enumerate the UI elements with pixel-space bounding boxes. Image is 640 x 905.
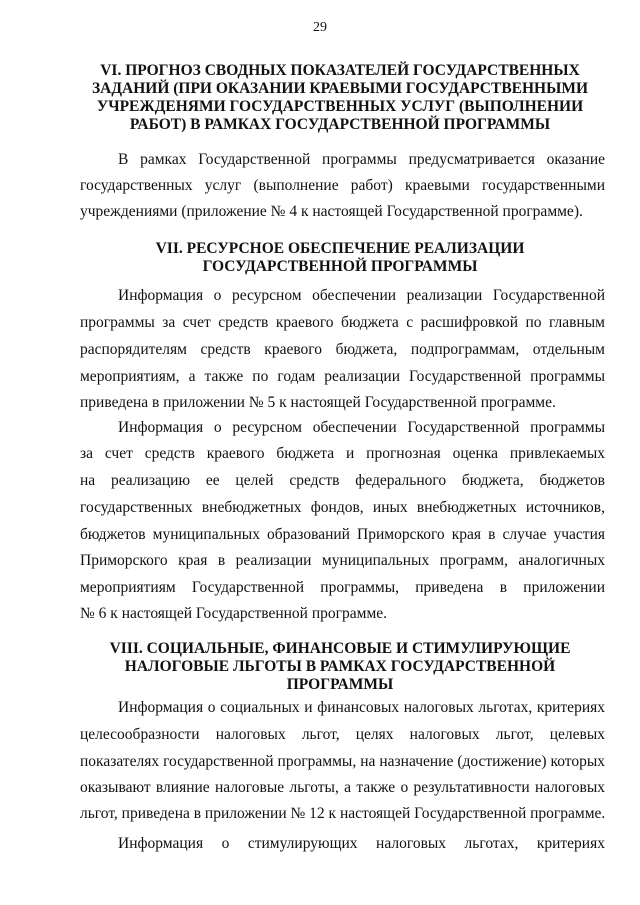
heading-line: VIII. СОЦИАЛЬНЫЕ, ФИНАНСОВЫЕ И СТИМУЛИРУЮЩИЕ	[109, 640, 571, 657]
paragraph-line: мероприятиям, а также по годам реализации Государственной программы	[80, 368, 605, 385]
paragraph-line: Информация о социальных и финансовых налоговых льготах, критериях	[118, 699, 605, 716]
heading-line: VI. ПРОГНОЗ СВОДНЫХ ПОКАЗАТЕЛЕЙ ГОСУДАРСТВЕННЫХ	[100, 62, 580, 79]
paragraph-line: показателях государственной программы, на назначение (достижение) которых	[80, 753, 605, 770]
paragraph-line: Информация о ресурсном обеспечении реализации Государственной	[118, 287, 605, 304]
page-number: 29	[313, 20, 327, 35]
heading-line: ГОСУДАРСТВЕННОЙ ПРОГРАММЫ	[202, 258, 478, 275]
paragraph-line: Приморского края в реализации муниципальных программ, аналогичных	[80, 552, 605, 569]
paragraph-line: Информация о ресурсном обеспечении Государственной программы	[118, 419, 605, 436]
heading-line: НАЛОГОВЫЕ ЛЬГОТЫ В РАМКАХ ГОСУДАРСТВЕННОЙ	[124, 658, 556, 675]
paragraph-line: распорядителям средств краевого бюджета, подпрограммам, отдельным	[80, 341, 605, 358]
paragraph-line: № 6 к настоящей Государственной программе.	[80, 605, 388, 622]
section-7-heading	[80, 240, 600, 276]
paragraph-line: государственных внебюджетных фондов, иных внебюджетных источников,	[80, 499, 605, 516]
heading-line: ПРОГРАММЫ	[286, 676, 394, 693]
paragraph-line: за счет средств краевого бюджета и прогнозная оценка привлекаемых	[80, 445, 605, 462]
paragraph-line: мероприятиям Государственной программы, приведена в приложении	[80, 579, 605, 596]
heading-line: УЧРЕЖДЕНЯМИ ГОСУДАРСТВЕННЫХ УСЛУГ (ВЫПОЛНЕНИИ	[96, 98, 584, 115]
paragraph-line: учреждениями (приложение № 4 к настоящей Государственной программе).	[80, 203, 583, 220]
paragraph-line: В рамках Государственной программы предусматривается оказание	[118, 151, 605, 168]
paragraph-line: целесообразности налоговых льгот, целях налоговых льгот, целевых	[80, 726, 605, 743]
paragraph-line: программы за счет средств краевого бюджета с расшифровкой по главным	[80, 314, 605, 331]
paragraph-line: на реализацию ее целей средств федерального бюджета, бюджетов	[80, 472, 605, 489]
paragraph-line: бюджетов муниципальных образований Приморского края в случае участия	[80, 526, 605, 543]
paragraph-line: приведена в приложении № 5 к настоящей Государственной программе.	[80, 394, 556, 411]
section-8-heading	[80, 640, 600, 694]
heading-line: VII. РЕСУРСНОЕ ОБЕСПЕЧЕНИЕ РЕАЛИЗАЦИИ	[155, 240, 525, 257]
paragraph-line: Информация о стимулирующих налоговых льготах, критериях	[118, 835, 605, 852]
paragraph-line: государственных услуг (выполнение работ) краевыми государственными	[80, 177, 605, 194]
paragraph-line: льгот, приведена в приложении № 12 к настоящей Государственной программе.	[80, 805, 606, 822]
heading-line: РАБОТ) В РАМКАХ ГОСУДАРСТВЕННОЙ ПРОГРАММЫ	[129, 116, 551, 133]
heading-line: ЗАДАНИЙ (ПРИ ОКАЗАНИИ КРАЕВЫМИ ГОСУДАРСТВЕННЫМИ	[91, 80, 589, 97]
section-6-heading	[80, 62, 600, 134]
paragraph-line: оказывают влияние налоговые льготы, а также о результативности налоговых	[80, 779, 605, 796]
